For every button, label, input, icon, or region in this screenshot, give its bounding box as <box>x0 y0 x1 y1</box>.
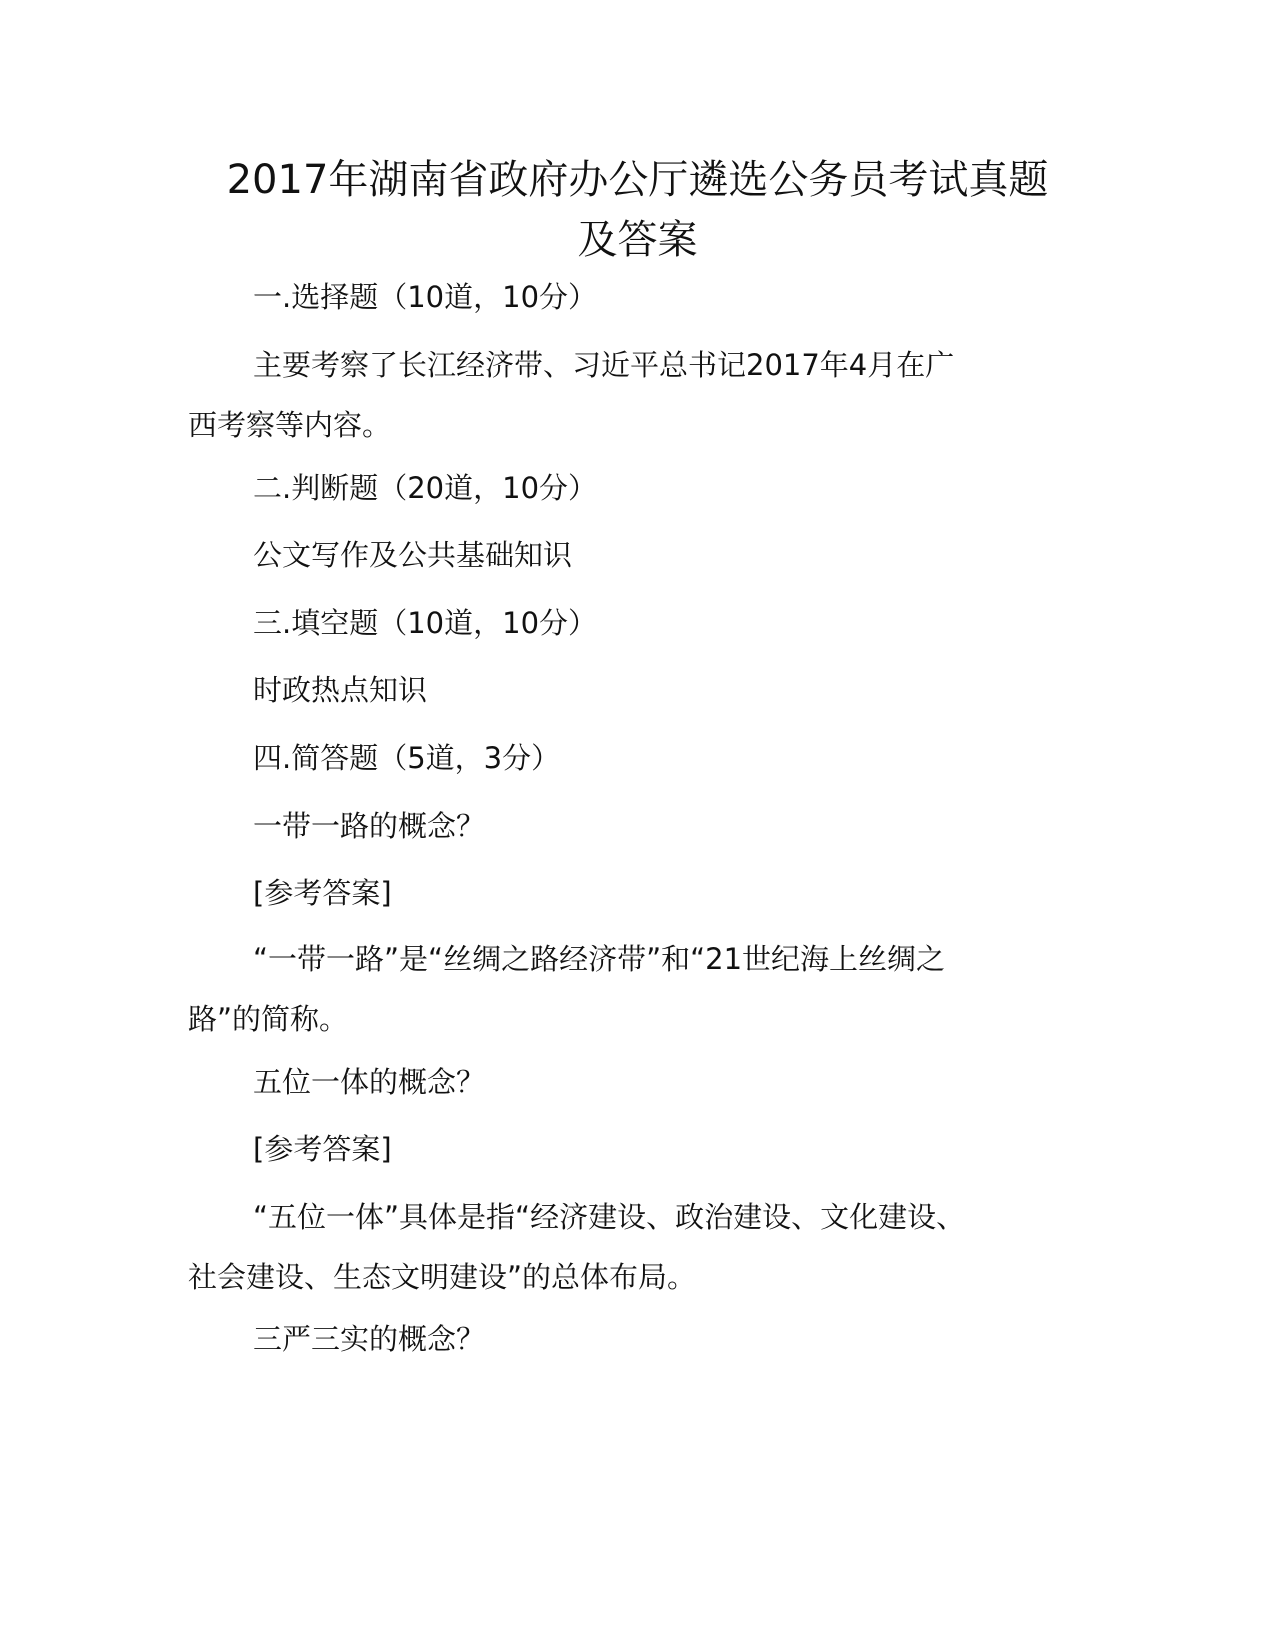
title-line-1: 2017年湖南省政府办公厅遴选公务员考试真题 <box>226 157 1049 203</box>
section-heading-fill: 三.填空题（10道，10分） <box>253 606 598 640</box>
answer-1 <box>188 929 1088 1049</box>
section-heading-choice: 一.选择题（10道，10分） <box>253 280 598 314</box>
question-1: 一带一路的概念？ <box>253 809 486 843</box>
paragraph-line: “五位一体”具体是指“经济建设、政治建设、文化建设、 <box>253 1200 966 1234</box>
paragraph-line: 西考察等内容。 <box>188 408 392 442</box>
section-heading-short-answer: 四.简答题（5道，3分） <box>253 741 561 775</box>
question-2: 五位一体的概念？ <box>253 1065 486 1099</box>
paragraph-choice-desc <box>188 335 1088 455</box>
section-heading-judgement: 二.判断题（20道，10分） <box>253 471 598 505</box>
title-line-2: 及答案 <box>577 217 698 263</box>
paragraph-line: 路”的简称。 <box>188 1002 349 1036</box>
answer-2 <box>188 1187 1088 1307</box>
paragraph-line: “一带一路”是“丝绸之路经济带”和“21世纪海上丝绸之 <box>253 942 946 976</box>
paragraph-fill-desc: 时政热点知识 <box>253 673 428 707</box>
answer-label-1: [参考答案] <box>253 876 392 910</box>
paragraph-line: 主要考察了长江经济带、习近平总书记2017年4月在广 <box>253 348 955 382</box>
paragraph-line: 社会建设、生态文明建设”的总体布局。 <box>188 1260 697 1294</box>
paragraph-judgement-desc: 公文写作及公共基础知识 <box>253 538 573 572</box>
page-title <box>170 150 1105 270</box>
answer-label-2: [参考答案] <box>253 1132 392 1166</box>
question-3: 三严三实的概念？ <box>253 1322 486 1356</box>
